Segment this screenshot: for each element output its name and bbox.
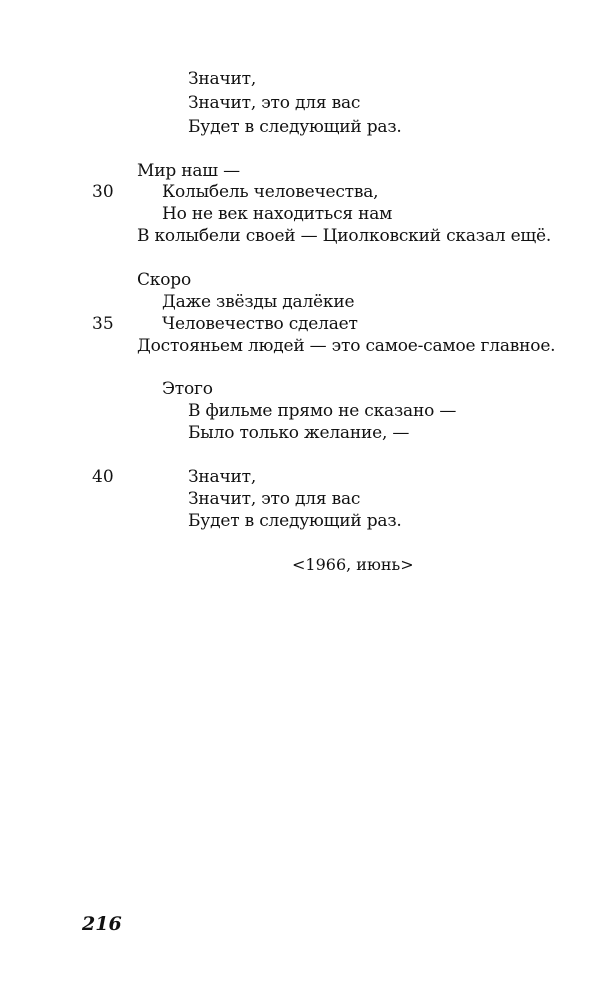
poem-line: Скоро: [137, 270, 191, 290]
poem-line: Значит, это для вас: [188, 489, 361, 509]
line-number: 35: [92, 314, 114, 334]
poem-line: Человечество сделает: [162, 314, 358, 334]
poem-line: В фильме прямо не сказано —: [188, 401, 457, 421]
page-number: 216: [82, 913, 122, 935]
poem-line: Значит, это для вас: [188, 93, 361, 113]
poem-line: Будет в следующий раз.: [188, 117, 402, 137]
poem-line: Этого: [162, 379, 213, 399]
line-number: 40: [92, 467, 114, 487]
line-number: 30: [92, 182, 114, 202]
poem-line: Мир наш —: [137, 161, 240, 181]
poem-line: Даже звёзды далёкие: [162, 292, 355, 312]
poem-date: <1966, июнь>: [292, 555, 414, 574]
poem-line: Но не век находиться нам: [162, 204, 393, 224]
poem-line: Было только желание, —: [188, 423, 410, 443]
poem-line: Будет в следующий раз.: [188, 511, 402, 531]
poem-line: Колыбель человечества,: [162, 182, 379, 202]
poem-line: В колыбели своей — Циолковский сказал ещё.: [137, 226, 552, 246]
poem-line: Значит,: [188, 69, 257, 89]
poem-line: Значит,: [188, 467, 257, 487]
poem-line: Достояньем людей — это самое-самое главное.: [137, 336, 556, 356]
